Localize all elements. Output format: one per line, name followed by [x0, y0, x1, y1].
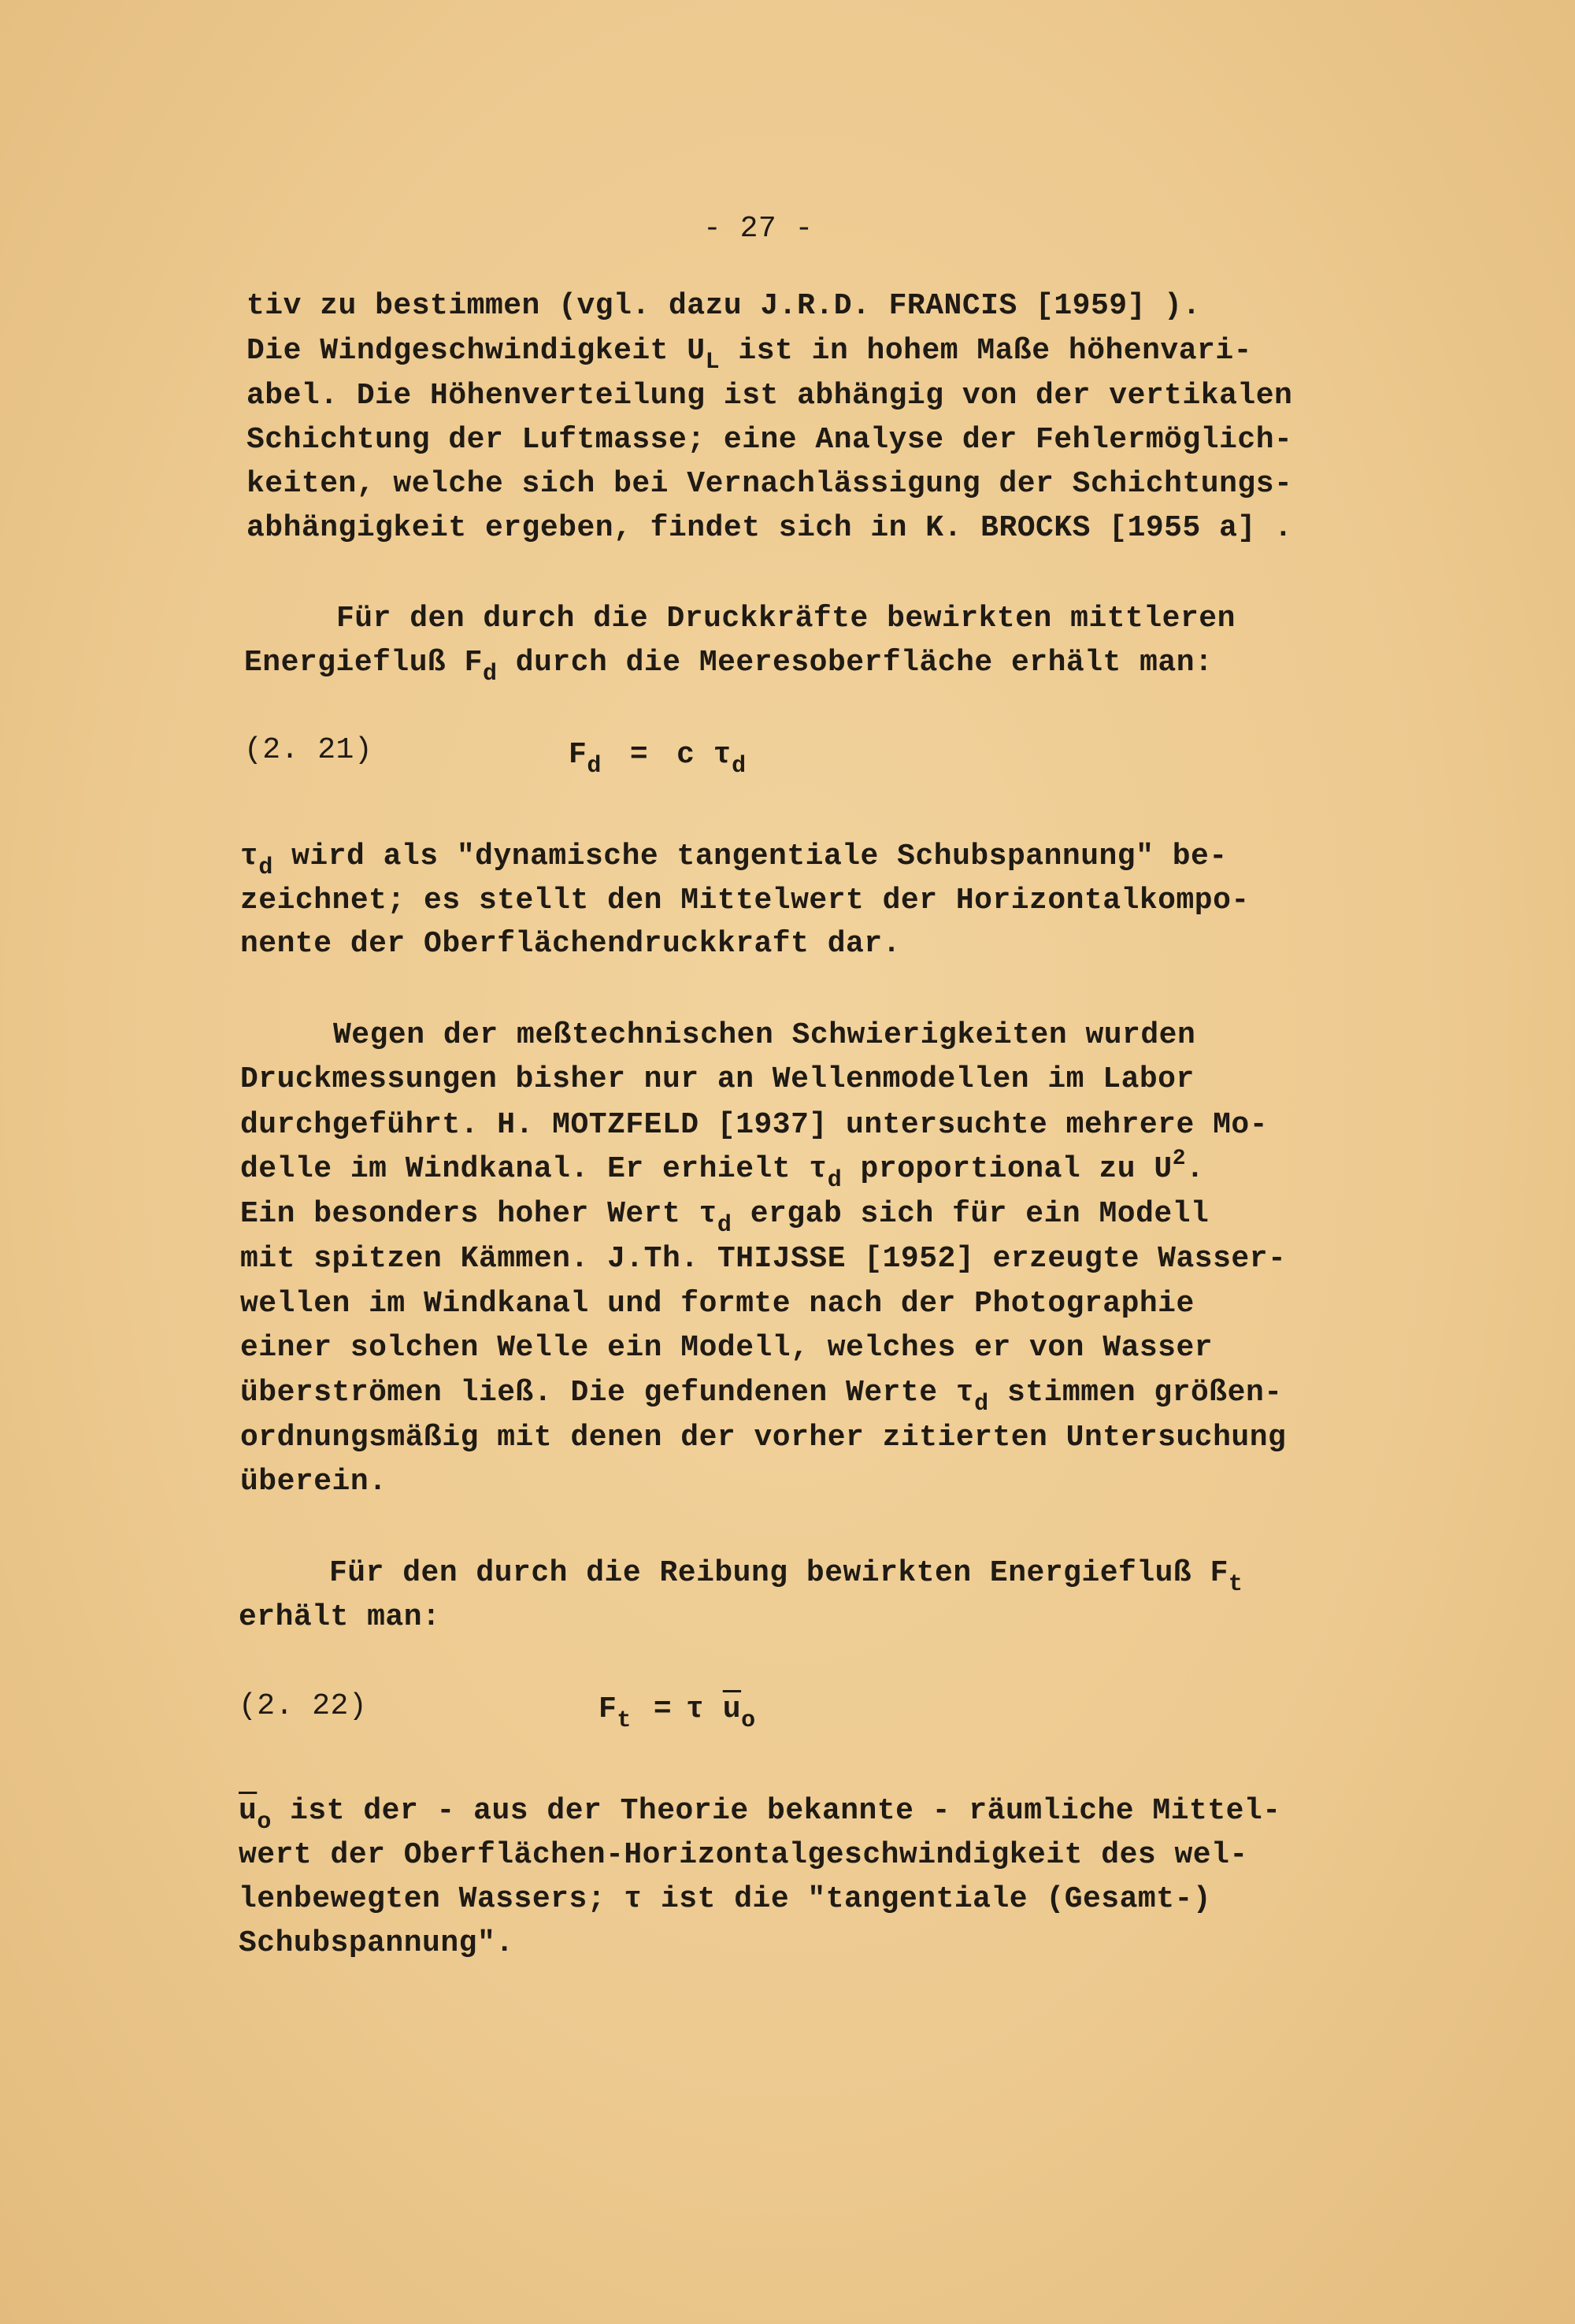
paragraph-6-line-4: Schubspannung".: [239, 1926, 514, 1960]
paragraph-4-line-5: [240, 1197, 1210, 1239]
subscript: L: [705, 349, 721, 376]
subscript: d: [974, 1391, 989, 1418]
tau-symbol: τ: [624, 1882, 643, 1916]
subscript: t: [1228, 1571, 1243, 1598]
tau-symbol: τ: [699, 1197, 717, 1231]
paragraph-3-line-3: nente der Oberflächendruckkraft dar.: [240, 927, 901, 961]
paragraph-1-line-6: abhängigkeit ergeben, findet sich in K. BROCKS [1955 a] .: [246, 511, 1293, 545]
mean-velocity-symbol: $\overline{u}$: [239, 1794, 258, 1828]
tau-symbol: τ: [686, 1692, 705, 1726]
energy-flux-symbol: F: [464, 646, 483, 680]
equals-sign: =: [629, 738, 649, 772]
paragraph-3-line-1: [240, 840, 1228, 881]
equation-2-22: [598, 1692, 756, 1734]
mean-velocity-symbol: $\overline{u}$: [722, 1692, 742, 1726]
text: lenbewegten Wassers;: [239, 1882, 624, 1916]
energy-flux-symbol: F: [1210, 1556, 1228, 1590]
paragraph-6-line-1: [239, 1794, 1281, 1836]
tau-symbol: τ: [955, 1376, 975, 1410]
paragraph-4-line-3: durchgeführt. H. MOTZFELD [1937] untersuchte mehrere Mo-: [240, 1108, 1269, 1142]
wind-speed-symbol: U: [687, 334, 706, 368]
equation-lhs: F: [569, 738, 587, 772]
subscript: d: [732, 753, 747, 780]
subscript: o: [741, 1707, 756, 1734]
text: Energiefluß: [244, 646, 465, 680]
paragraph-4-line-8: einer solchen Welle ein Modell, welches er von Wasser: [240, 1331, 1214, 1365]
paragraph-4-line-6: mit spitzen Kämmen. J.Th. THIJSSE [1952] erzeugte Wasser-: [240, 1242, 1287, 1276]
paragraph-6-line-3: [239, 1882, 1212, 1916]
subscript: d: [587, 753, 602, 780]
paragraph-5-line-1: [329, 1556, 1243, 1598]
text: ist in hohem Maße höhenvari-: [720, 334, 1252, 368]
paragraph-1-line-1: tiv zu bestimmen (vgl. dazu J.R.D. FRANCIS [1959] ).: [246, 289, 1201, 323]
paragraph-4-line-9: [240, 1376, 1283, 1418]
subscript: t: [617, 1707, 632, 1734]
paragraph-4-line-7: wellen im Windkanal und formte nach der Photographie: [240, 1287, 1195, 1321]
text: ergab sich für ein Modell: [732, 1197, 1210, 1231]
equals-sign: =: [653, 1692, 673, 1726]
equation-lhs: F: [598, 1692, 617, 1726]
text: ist der - aus der Theorie bekannte - räumliche Mittel-: [271, 1794, 1281, 1828]
paragraph-2-line-2: [244, 646, 1214, 688]
text: Ein besonders hoher Wert: [240, 1197, 699, 1231]
paragraph-4-line-11: überein.: [240, 1465, 387, 1499]
superscript: 2: [1172, 1147, 1187, 1171]
paragraph-5-line-2: erhält man:: [239, 1600, 441, 1634]
text: wird als "dynamische tangentiale Schubspannung" be-: [272, 840, 1228, 873]
text: Für den durch die Reibung bewirkten Energiefluß: [329, 1556, 1210, 1590]
text: ist die "tangentiale (Gesamt-): [642, 1882, 1212, 1916]
text: .: [1186, 1152, 1205, 1186]
paragraph-1-line-2: [246, 334, 1252, 376]
text: Die Windgeschwindigkeit: [246, 334, 687, 368]
tau-symbol: τ: [240, 840, 259, 873]
paragraph-4-line-4: [240, 1147, 1205, 1194]
subscript: o: [257, 1809, 272, 1836]
subscript: d: [827, 1167, 843, 1194]
subscript: d: [482, 661, 498, 688]
subscript: d: [258, 854, 273, 881]
tau-symbol: τ: [809, 1152, 828, 1186]
text: delle im Windkanal. Er erhielt: [240, 1152, 810, 1186]
equation-2-21: [569, 738, 747, 780]
subscript: d: [717, 1212, 732, 1239]
paragraph-3-line-2: zeichnet; es stellt den Mittelwert der Horizontalkompo-: [240, 884, 1250, 917]
text: proportional zu: [842, 1152, 1154, 1186]
text: überströmen ließ. Die gefundenen Werte: [240, 1376, 956, 1410]
paragraph-1-line-4: Schichtung der Luftmasse; eine Analyse der Fehlermöglich-: [246, 423, 1293, 457]
text: durch die Meeresoberfläche erhält man:: [497, 646, 1214, 680]
equation-rhs: c τ: [676, 738, 732, 772]
paragraph-2-line-1: Für den durch die Druckkräfte bewirkten mittleren: [336, 602, 1236, 636]
text: stimmen größen-: [988, 1376, 1283, 1410]
wind-speed-symbol: U: [1154, 1152, 1173, 1186]
paragraph-1-line-3: abel. Die Höhenverteilung ist abhängig von der vertikalen: [246, 379, 1293, 413]
paragraph-4-line-10: ordnungsmäßig mit denen der vorher zitierten Untersuchung: [240, 1421, 1287, 1455]
equation-2-21-label: (2. 21): [244, 733, 373, 767]
paragraph-1-line-5: keiten, welche sich bei Vernachlässigung der Schichtungs-: [246, 467, 1293, 501]
equation-2-22-label: (2. 22): [239, 1689, 368, 1723]
paragraph-6-line-2: wert der Oberflächen-Horizontalgeschwindigkeit des wel-: [239, 1838, 1248, 1872]
paragraph-4-line-2: Druckmessungen bisher nur an Wellenmodellen im Labor: [240, 1062, 1195, 1096]
paragraph-4-line-1: Wegen der meßtechnischen Schwierigkeiten wurden: [333, 1018, 1196, 1052]
page-number: - 27 -: [703, 212, 813, 246]
